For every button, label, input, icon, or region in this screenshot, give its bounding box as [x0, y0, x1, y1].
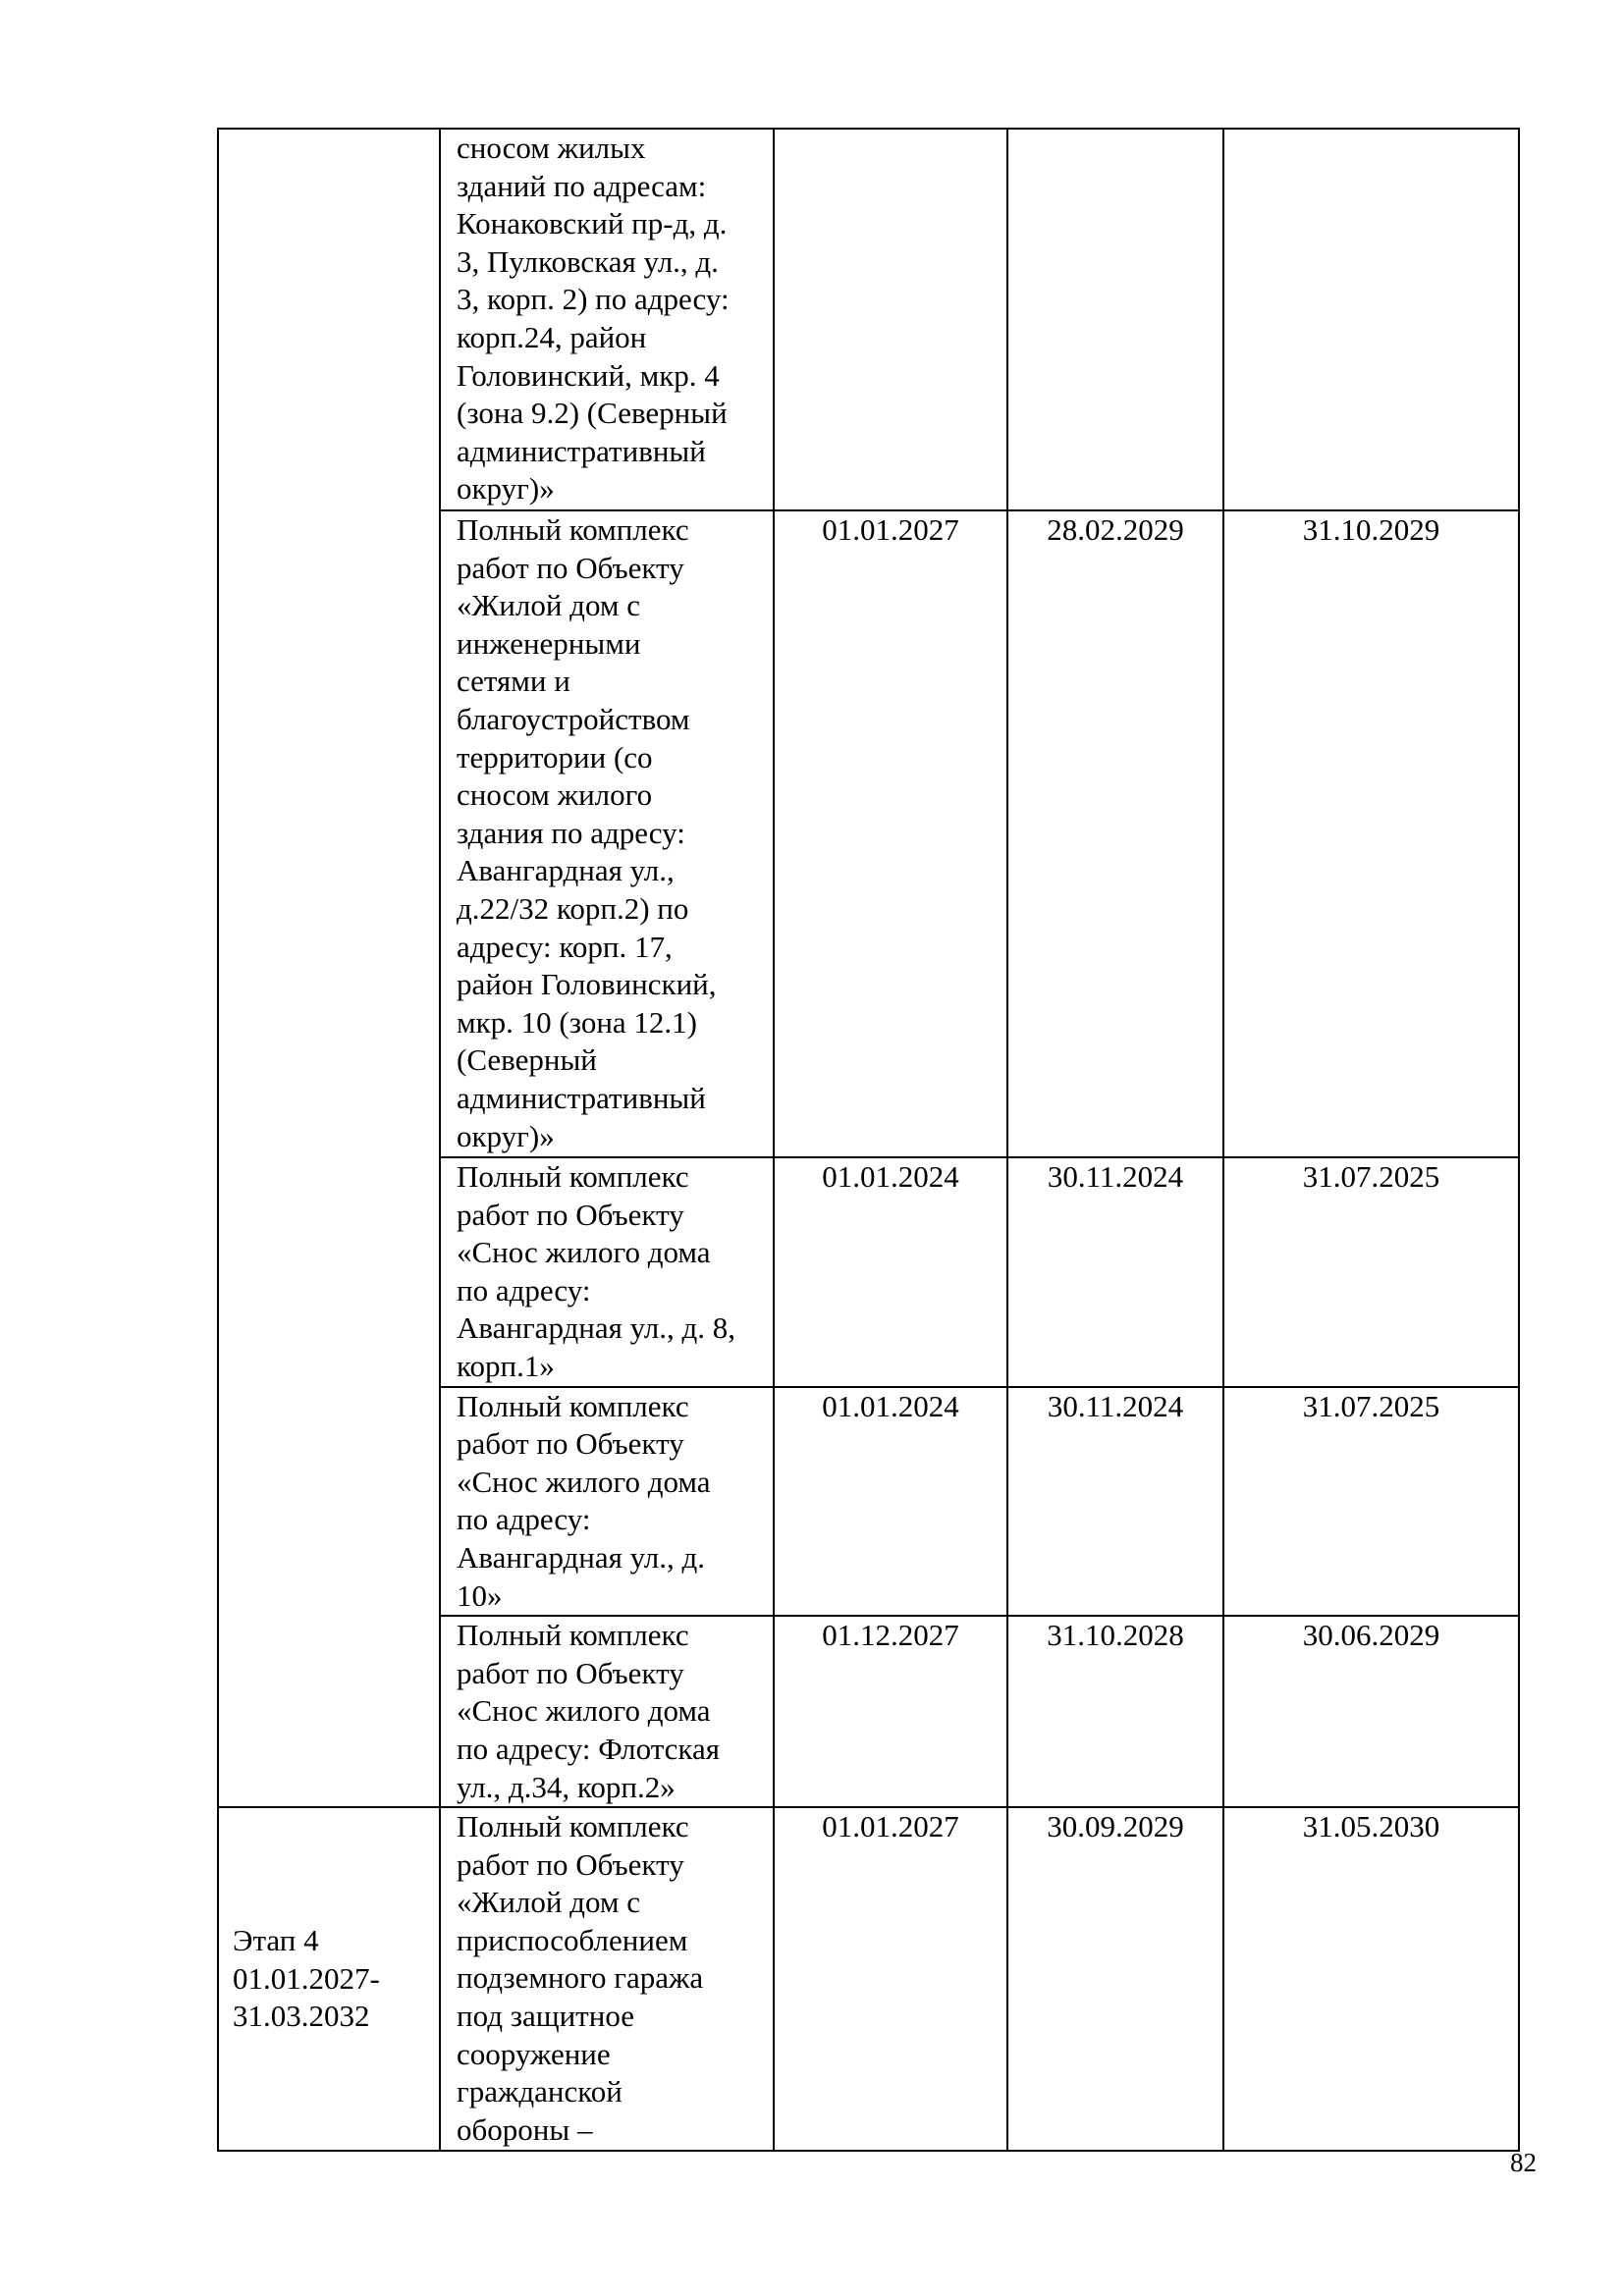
- work-description-cell: Полный комплекс работ по Объекту «Снос жилого дома по адресу: Авангардная ул., д. 10»: [440, 1387, 774, 1617]
- work-description-cell: сносом жилых зданий по адресам: Конаковский пр-д, д. 3, Пулковская ул., д. 3, корп. 2) по адресу: корп.24, район Головинский, мкр. 4 (зона 9.2) (Северный административный округ)»: [440, 129, 774, 510]
- start-date-cell: 01.01.2027: [774, 510, 1007, 1157]
- end-date-cell: 31.07.2025: [1223, 1387, 1519, 1617]
- mid-date-cell: 30.11.2024: [1007, 1387, 1223, 1617]
- stage-cell: Этап 4 01.01.2027- 31.03.2032: [218, 1807, 440, 2151]
- schedule-table: [217, 128, 1520, 2152]
- start-date-cell: 01.01.2024: [774, 1157, 1007, 1387]
- mid-date-cell: 28.02.2029: [1007, 510, 1223, 1157]
- stage-cell: [218, 129, 440, 1807]
- end-date-cell: 31.07.2025: [1223, 1157, 1519, 1387]
- mid-date-cell: 30.11.2024: [1007, 1157, 1223, 1387]
- table-row: [218, 1807, 1519, 2151]
- work-description-cell: Полный комплекс работ по Объекту «Снос жилого дома по адресу: Авангардная ул., д. 8, корп.1»: [440, 1157, 774, 1387]
- table-row: [218, 129, 1519, 510]
- start-date-cell: 01.12.2027: [774, 1616, 1007, 1807]
- work-description-cell: Полный комплекс работ по Объекту «Жилой дом с инженерными сетями и благоустройством территории (со сносом жилого здания по адресу: Авангардная ул., д.22/32 корп.2) по адресу: корп. 17, район Головинский, мкр. 10 (зона 12.1) (Северный административный округ)»: [440, 510, 774, 1157]
- mid-date-cell: 30.09.2029: [1007, 1807, 1223, 2151]
- mid-date-cell: 31.10.2028: [1007, 1616, 1223, 1807]
- work-description-cell: Полный комплекс работ по Объекту «Снос жилого дома по адресу: Флотская ул., д.34, корп.2»: [440, 1616, 774, 1807]
- end-date-cell: 31.10.2029: [1223, 510, 1519, 1157]
- end-date-cell: 31.05.2030: [1223, 1807, 1519, 2151]
- start-date-cell: [774, 129, 1007, 510]
- start-date-cell: 01.01.2024: [774, 1387, 1007, 1617]
- end-date-cell: 30.06.2029: [1223, 1616, 1519, 1807]
- page-number: 82: [1510, 2148, 1537, 2177]
- mid-date-cell: [1007, 129, 1223, 510]
- work-description-cell: Полный комплекс работ по Объекту «Жилой дом с приспособлением подземного гаража под защитное сооружение гражданской обороны –: [440, 1807, 774, 2151]
- start-date-cell: 01.01.2027: [774, 1807, 1007, 2151]
- end-date-cell: [1223, 129, 1519, 510]
